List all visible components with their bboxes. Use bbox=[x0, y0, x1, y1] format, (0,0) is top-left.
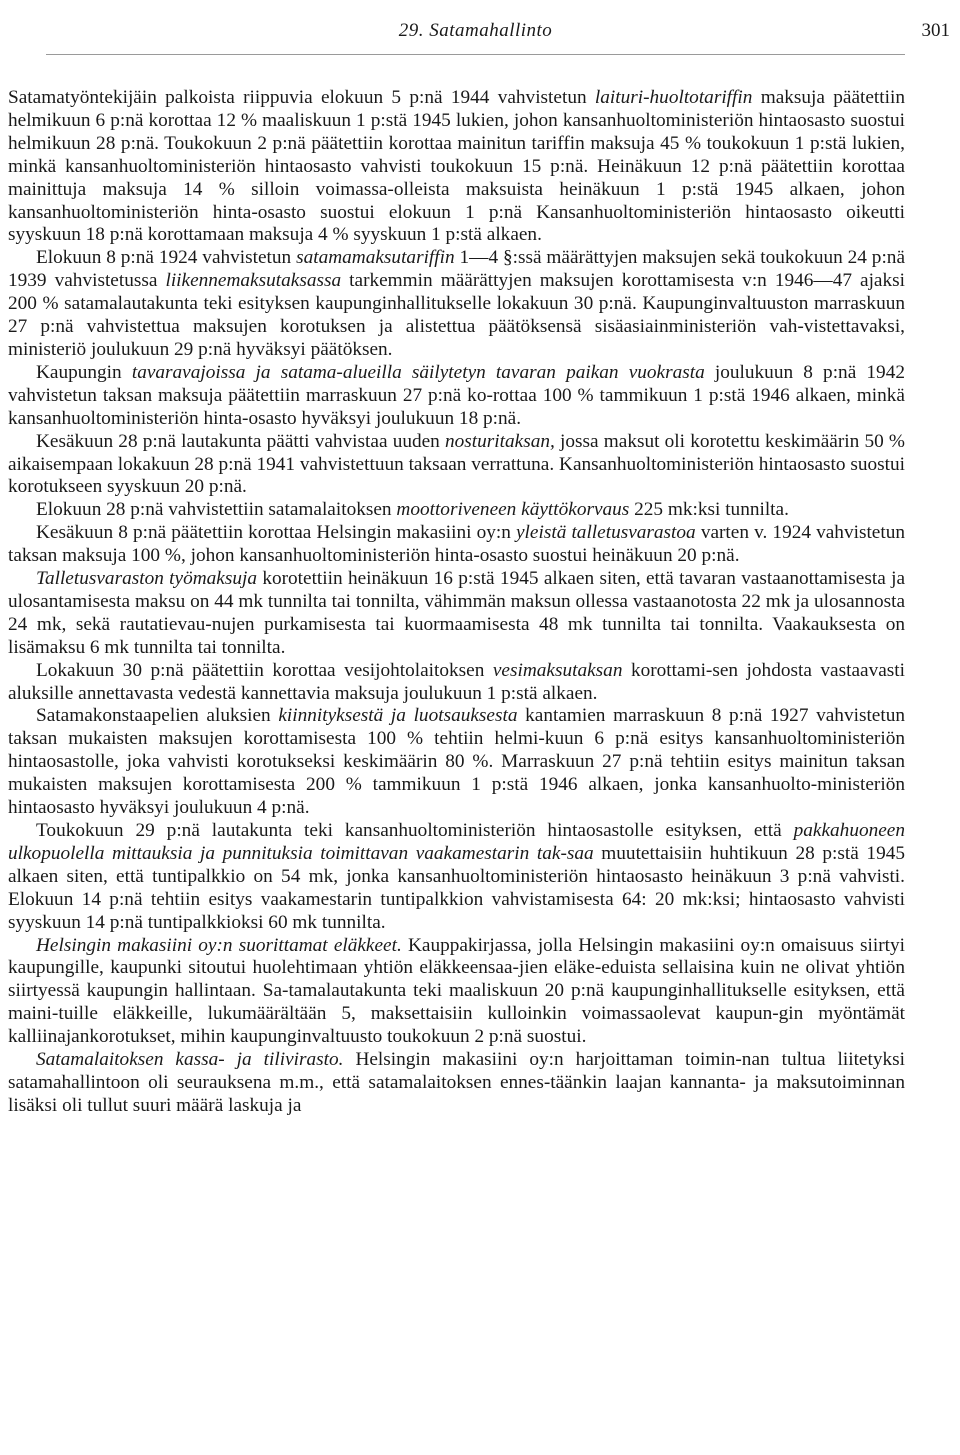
text-run: Kesäkuun 8 p:nä päätettiin korottaa Helsingin makasiini oy:n bbox=[36, 522, 516, 544]
text-run: Elokuun 8 p:nä 1924 vahvistetun bbox=[36, 247, 297, 269]
paragraph-9 bbox=[8, 705, 905, 820]
paragraph-7 bbox=[8, 568, 905, 660]
text-run: Toukokuun 29 p:nä lautakunta teki kansanhuoltoministeriön hintaosastolle esityksen, että bbox=[36, 820, 794, 841]
italic-term: nosturitaksan, bbox=[445, 430, 555, 452]
italic-term: tavaravajoissa ja satama-alueilla säilytetyn tavaran paikan vuokrasta bbox=[131, 361, 705, 383]
paragraph-10 bbox=[8, 820, 905, 935]
text-run: muutettaisiin huhtikuun 28 p:stä 1945 alkaen siten, että tuntipalkkio on 54 mk, jonka kansanhuoltoministeriön hintaosasto heinäkuun 3 p:nä vahvisti. Elokuun 14 p:nä tehtiin esitys vaakamestarin tuntipalkkion vahvistamisesta 64: 20 mk:ksi; hintaosasto vahvisti syyskuun 14 p:nä tuntipalkkioksi 60 mk tunnilta. bbox=[8, 842, 905, 933]
text-run: Lokakuun 30 p:nä päätettiin korottaa vesijohtolaitoksen bbox=[36, 659, 493, 681]
italic-term: pakkahuoneen ulkopuolella mittauksia ja punnituksia toimittavan vaakamestarin tak-saa bbox=[8, 820, 905, 864]
text-run: 1—4 §:ssä määrättyjen maksujen sekä toukokuun 24 p:nä 1939 vahvistetussa bbox=[8, 247, 906, 292]
paragraph-4 bbox=[8, 431, 905, 500]
text-run: Elokuun 28 p:nä vahvistettiin satamalaitoksen bbox=[36, 499, 397, 521]
text-run: tarkemmin määrättyjen maksujen korottamisesta v:n 1946—47 ajaksi 200 % satamalautakunta teki esityksen kaupunginhallitukselle lokakuun 30 p:nä. Kaupunginvaltuuston marraskuun 27 p:nä vahvistettua maksujen korotuksen ja alistettua päätöksensä sisäasiainministeriön vah-vistettavaksi, ministeriö joulukuun 29 p:nä hyväksyi päätöksen. bbox=[8, 270, 905, 360]
text-run: Kesäkuun 28 p:nä lautakunta päätti vahvistaa uuden bbox=[36, 430, 446, 452]
text-run: Satamatyöntekijäin palkoista riippuvia elokuun 5 p:nä 1944 vahvistetun bbox=[8, 87, 595, 108]
italic-term: kiinnityksestä ja luotsauksesta bbox=[278, 705, 518, 727]
text-run: 225 mk:ksi tunnilta. bbox=[629, 499, 789, 521]
page-header bbox=[46, 18, 950, 55]
paragraph-8 bbox=[8, 660, 905, 706]
italic-term: moottoriveneen käyttökorvaus bbox=[396, 499, 630, 521]
text-run: Satamakonstaapelien aluksien bbox=[36, 705, 279, 727]
italic-term: liikennemaksutaksassa bbox=[165, 270, 342, 292]
text-run: Helsingin makasiini oy:n harjoittaman toimin-nan tultua liitetyksi satamahallintoon oli seurauksena m.m., että satamalaitoksen ennes-täänkin laajan kannanta- ja maksutoiminnan lisäksi oli tullut suuri määrä laskuja ja bbox=[8, 1049, 905, 1116]
italic-term: Satamalaitoksen kassa- ja tilivirasto. bbox=[36, 1049, 344, 1071]
text-run: maksuja päätettiin helmikuun 6 p:nä korottaa 12 % maaliskuun 1 p:stä 1945 lukien, johon kansanhuoltoministeriön hintaosasto suostui helmikuun 28 p:nä. Toukokuun 2 p:nä päätettiin korottaa mainitun tariffin maksuja 45 % toukokuun 1 p:stä lukien, minkä kansanhuoltoministeriön hintaosasto vahvisti toukokuun 15 p:nä. Heinäkuun 12 p:nä päätettiin korottaa mainittuja maksuja 14 % silloin voimassa-olleista maksuista heinäkuun 1 p:stä 1945 alkaen, johon kansanhuoltoministeriön hinta-osasto suostui elokuun 1 p:nä Kansanhuoltoministeriön hintaosasto oikeutti syyskuun 18 p:nä korottamaan maksuja 4 % syyskuun 1 p:stä alkaen. bbox=[8, 87, 905, 246]
italic-term: yleistä talletusvarastoa bbox=[516, 522, 696, 544]
paragraph-1 bbox=[8, 87, 905, 247]
text-run: kantamien marraskuun 8 p:nä 1927 vahvistetun taksan mukaisten maksujen korottamisesta 100 % tehtiin helmi-kuun 6 p:nä esitys kansanhuoltoministeriön hintaosastolle, joka vahvisti korotukseksi keskimäärin 80 %. Marraskuun 27 p:nä tehtiin esitys mainitun taksan mukaisten maksujen korottamisesta 200 % tammikuun 1 p:stä 1946 alkaen, jonka kansanhuolto-ministeriön hintaosasto hyväksyi joulukuun 4 p:nä. bbox=[8, 705, 906, 819]
text-run: joulukuun 8 p:nä 1942 vahvistetun taksan maksuja päätettiin marraskuun 27 p:nä ko-rottaa 100 % tammikuun 1 p:stä 1946 alkaen, minkä kansanhuoltoministeriön hinta-osasto hyväksyi joulukuun 18 p:nä. bbox=[8, 361, 905, 429]
text-run: Kaupungin bbox=[36, 361, 132, 383]
document-body bbox=[8, 87, 905, 1118]
italic-term: Talletusvaraston työmaksuja bbox=[36, 568, 257, 590]
paragraph-12 bbox=[8, 1049, 905, 1118]
italic-term: Helsingin makasiini oy:n suorittamat eläkkeet. bbox=[36, 934, 402, 956]
text-run: jossa maksut oli korotettu keskimäärin 50 % aikaisempaan lokakuun 28 p:nä 1941 vahvistettuun taksaan verrattuna. Kansanhuoltoministeriön hintaosasto suostui korotukseen syyskuun 20 p:nä. bbox=[8, 430, 905, 498]
text-run: varten v. 1924 vahvistetun taksan maksuja 100 %, johon kansanhuoltoministeriön hinta-osasto suostui heinäkuun 20 p:nä. bbox=[8, 522, 905, 567]
paragraph-6 bbox=[8, 522, 905, 568]
paragraph-3 bbox=[8, 362, 905, 431]
italic-term: satamamaksutariffin bbox=[296, 247, 455, 269]
paragraph-2 bbox=[8, 247, 905, 362]
running-title: 29. Satamahallinto bbox=[398, 20, 553, 41]
text-run: korotettiin heinäkuun 16 p:stä 1945 alkaen siten, että tavaran vastaanottamisesta ja ulosantamisesta maksu on 44 mk tunnilta tai tonnilta, vähimmän maksun ollessa vastaanotosta 22 mk ja ulosannosta 24 mk, sekä rautatievau-nujen purkamisesta tai kuormaamisesta 48 mk tunnilta tai tonnilta. Vaakauksesta on lisämaksu 6 mk tunnilta tai tonnilta. bbox=[8, 568, 905, 658]
text-run: korottami-sen johdosta vastaavasti aluksille annettavasta vedestä kannettavia maksuja joulukuun 1 p:stä alkaen. bbox=[8, 659, 905, 704]
page-number: 301 bbox=[921, 20, 950, 41]
italic-term: laituri-huoltotariffin bbox=[594, 87, 753, 108]
paragraph-5 bbox=[8, 499, 905, 522]
text-run: Kauppakirjassa, jolla Helsingin makasiini oy:n omaisuus siirtyi kaupungille, kaupunki sitoutui huolehtimaan yhtiön eläkkeensaa-jien eläke-eduista sellaisina kuin ne olivat yhtiön siirtyessä kaupungin hallintaan. Sa-tamalautakunta teki maaliskuun 20 p:nä kaupunginhallitukselle esityksen, että maini-tuille eläkkeille, lukumäärältään 5, maksettaisiin kulloinkin voimassaolevat kaupun-gin myöntämät kalliinajankorotukset, mihin kaupunginvaltuusto toukokuun 2 p:nä suostui. bbox=[8, 934, 905, 1048]
paragraph-11 bbox=[8, 935, 905, 1050]
italic-term: vesimaksutaksan bbox=[492, 659, 623, 681]
